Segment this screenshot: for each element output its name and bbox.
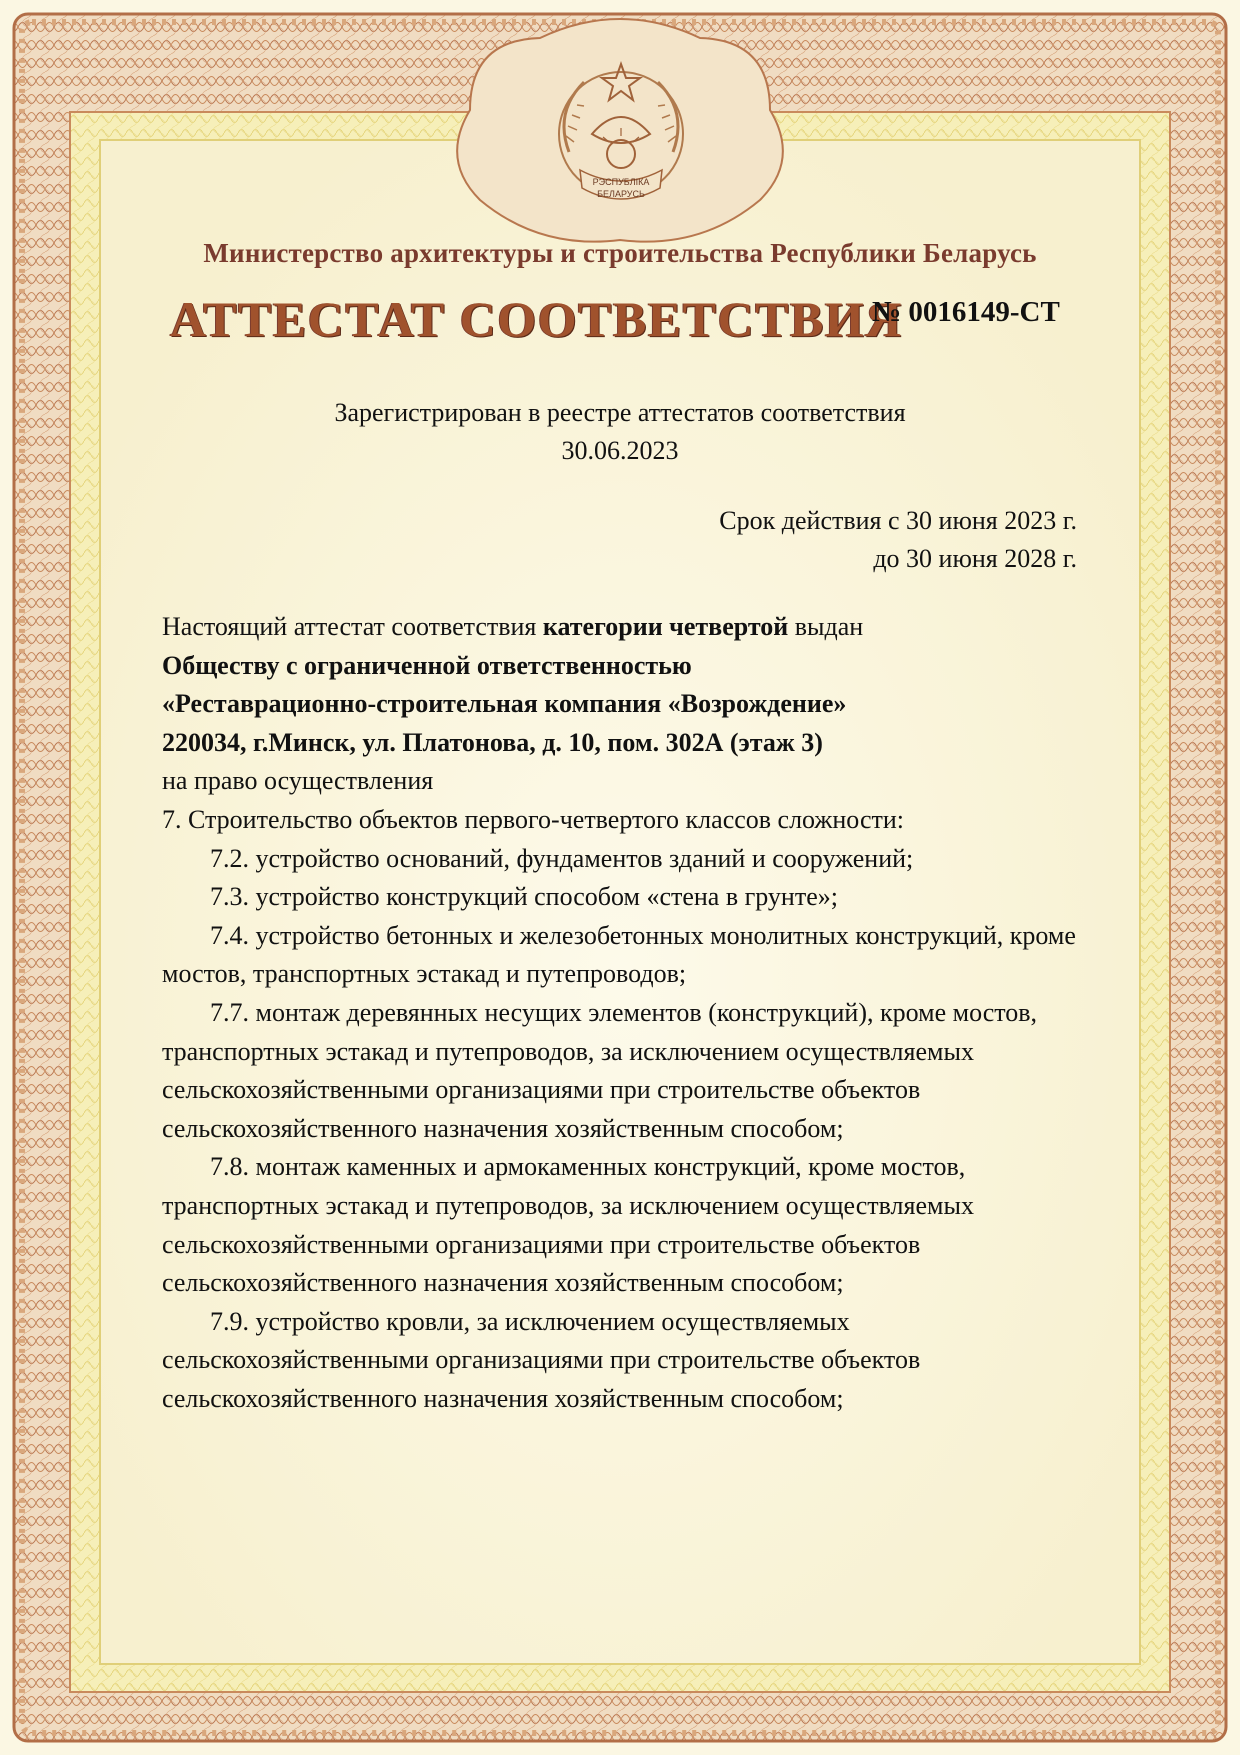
- certificate-number: № 0016149-СТ: [872, 296, 1060, 328]
- validity-to: до 30 июня 2028 г.: [873, 544, 1077, 573]
- list-item: 7.2. устройство оснований, фундаментов зданий и сооружений;: [210, 843, 914, 873]
- category-text: категории четвертой: [542, 612, 789, 641]
- registration-date: 30.06.2023: [561, 436, 679, 465]
- registration-text: Зарегистрирован в реестре аттестатов соответствия: [334, 398, 906, 427]
- intro-end: выдан: [788, 612, 864, 641]
- list-item: 7.3. устройство конструкций способом «стена в грунте»;: [210, 882, 838, 912]
- validity-from: Срок действия с 30 июня 2023 г.: [719, 506, 1077, 535]
- intro-start: Настоящий аттестат соответствия: [162, 612, 543, 641]
- right-statement: на право осуществления: [162, 766, 434, 796]
- section-7-heading: 7. Строительство объектов первого-четвертого классов сложности:: [162, 804, 904, 834]
- list-item: 7.7. монтаж деревянных несущих элементов (конструкций), кроме мостов, транспортных эстакад и путепроводов, за исключением осуществляемых сельскохозяйственными организациями при строительстве объектов сельскохозяйственного назначения хозяйственным способом;: [162, 997, 1038, 1143]
- list-item: 7.9. устройство кровли, за исключением осуществляемых сельскохозяйственными организациями при строительстве объектов сельскохозяйственного назначения хозяйственным способом;: [162, 1306, 921, 1413]
- certificate-body: [162, 608, 1082, 1418]
- organization-address: 220034, г.Минск, ул. Платонова, д. 10, пом. 302А (этаж 3): [162, 727, 823, 757]
- list-item: 7.4. устройство бетонных и железобетонных монолитных конструкций, кроме мостов, транспортных эстакад и путепроводов;: [162, 920, 1076, 989]
- organization-type: Обществу с ограниченной ответственностью: [162, 650, 692, 680]
- ministry-name: Министерство архитектуры и строительства Республики Беларусь: [203, 238, 1037, 268]
- list-item: 7.8. монтаж каменных и армокаменных конструкций, кроме мостов, транспортных эстакад и путепроводов, за исключением осуществляемых сельскохозяйственными организациями при строительстве объектов сельскохозяйственного назначения хозяйственным способом;: [162, 1152, 974, 1298]
- emblem-ribbon-text-1: РЭСПУБЛІКА: [592, 177, 650, 187]
- state-emblem-icon: [514, 42, 728, 222]
- organization-name: «Реставрационно-строительная компания «Возрождение»: [162, 689, 847, 719]
- intro-paragraph: [162, 608, 1082, 647]
- certificate-title: АТТЕСТАТ СООТВЕТСТВИЯ: [170, 291, 903, 347]
- registration-block: [180, 394, 1060, 470]
- emblem-ribbon-text-2: БЕЛАРУСЬ: [597, 189, 645, 199]
- validity-block: [719, 502, 1077, 578]
